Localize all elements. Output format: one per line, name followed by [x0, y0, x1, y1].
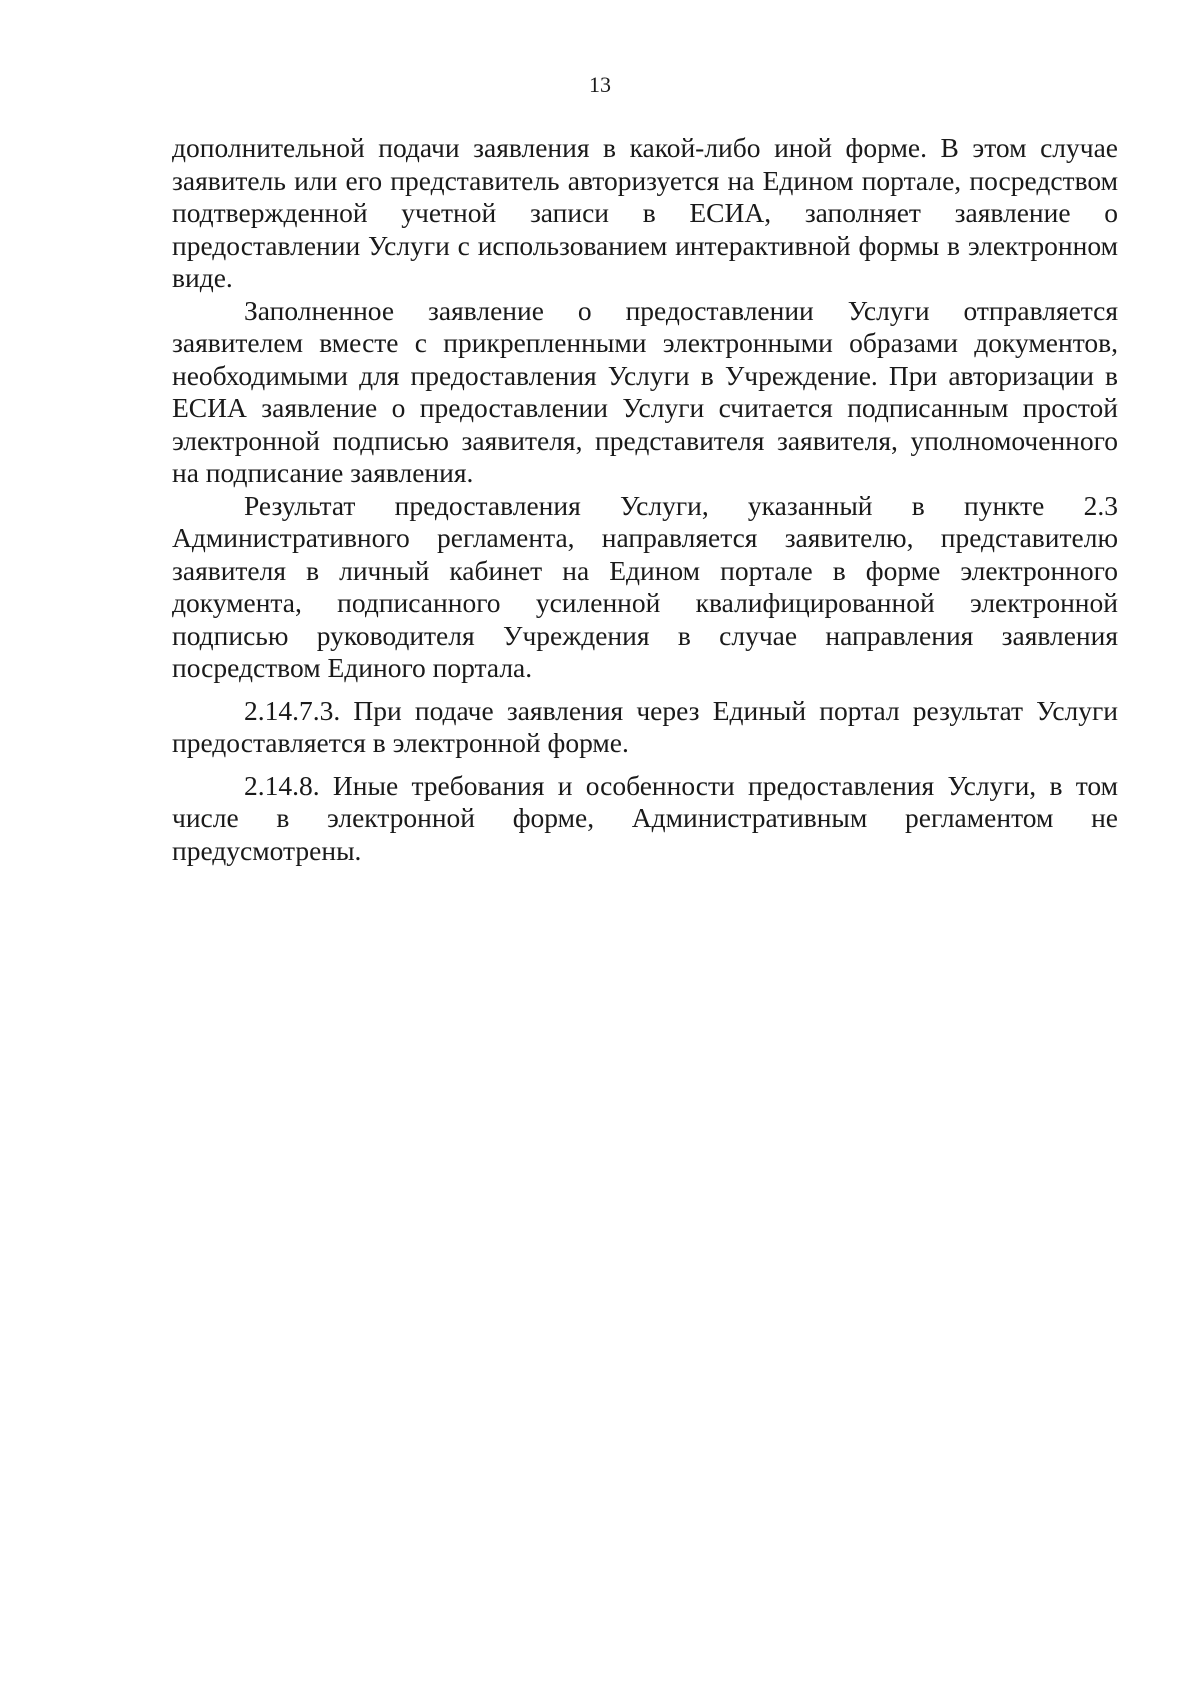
document-body	[172, 132, 1118, 867]
paragraph-2-14-8: 2.14.8. Иные требования и особенности предоставления Услуги, в том числе в электронной форме, Административным регламентом не предусмотрены.	[172, 769, 1118, 866]
page-number: 13	[589, 72, 611, 97]
paragraph-submitted-application: Заполненное заявление о предоставлении Услуги отправляется заявителем вместе с прикрепленными электронными образами документов, необходимыми для предоставления Услуги в Учреждение. При авторизации в ЕСИА заявление о предоставлении Услуги считается подписанным простой электронной подписью заявителя, представителя заявителя, уполномоченного на подписание заявления.	[172, 294, 1118, 488]
paragraph-2-14-7-3: 2.14.7.3. При подаче заявления через Единый портал результат Услуги предоставляется в электронной форме.	[172, 694, 1118, 758]
paragraph-continuation: дополнительной подачи заявления в какой-либо иной форме. В этом случае заявитель или его представитель авторизуется на Едином портале, посредством подтвержденной учетной записи в ЕСИА, заполняет заявление о предоставлении Услуги с использованием интерактивной формы в электронном виде.	[172, 132, 1118, 293]
paragraph-service-result: Результат предоставления Услуги, указанный в пункте 2.3 Административного регламента, направляется заявителю, представителю заявителя в личный кабинет на Едином портале в форме электронного документа, подписанного усиленной квалифицированной электронной подписью руководителя Учреждения в случае направления заявления посредством Единого портала.	[172, 489, 1118, 683]
